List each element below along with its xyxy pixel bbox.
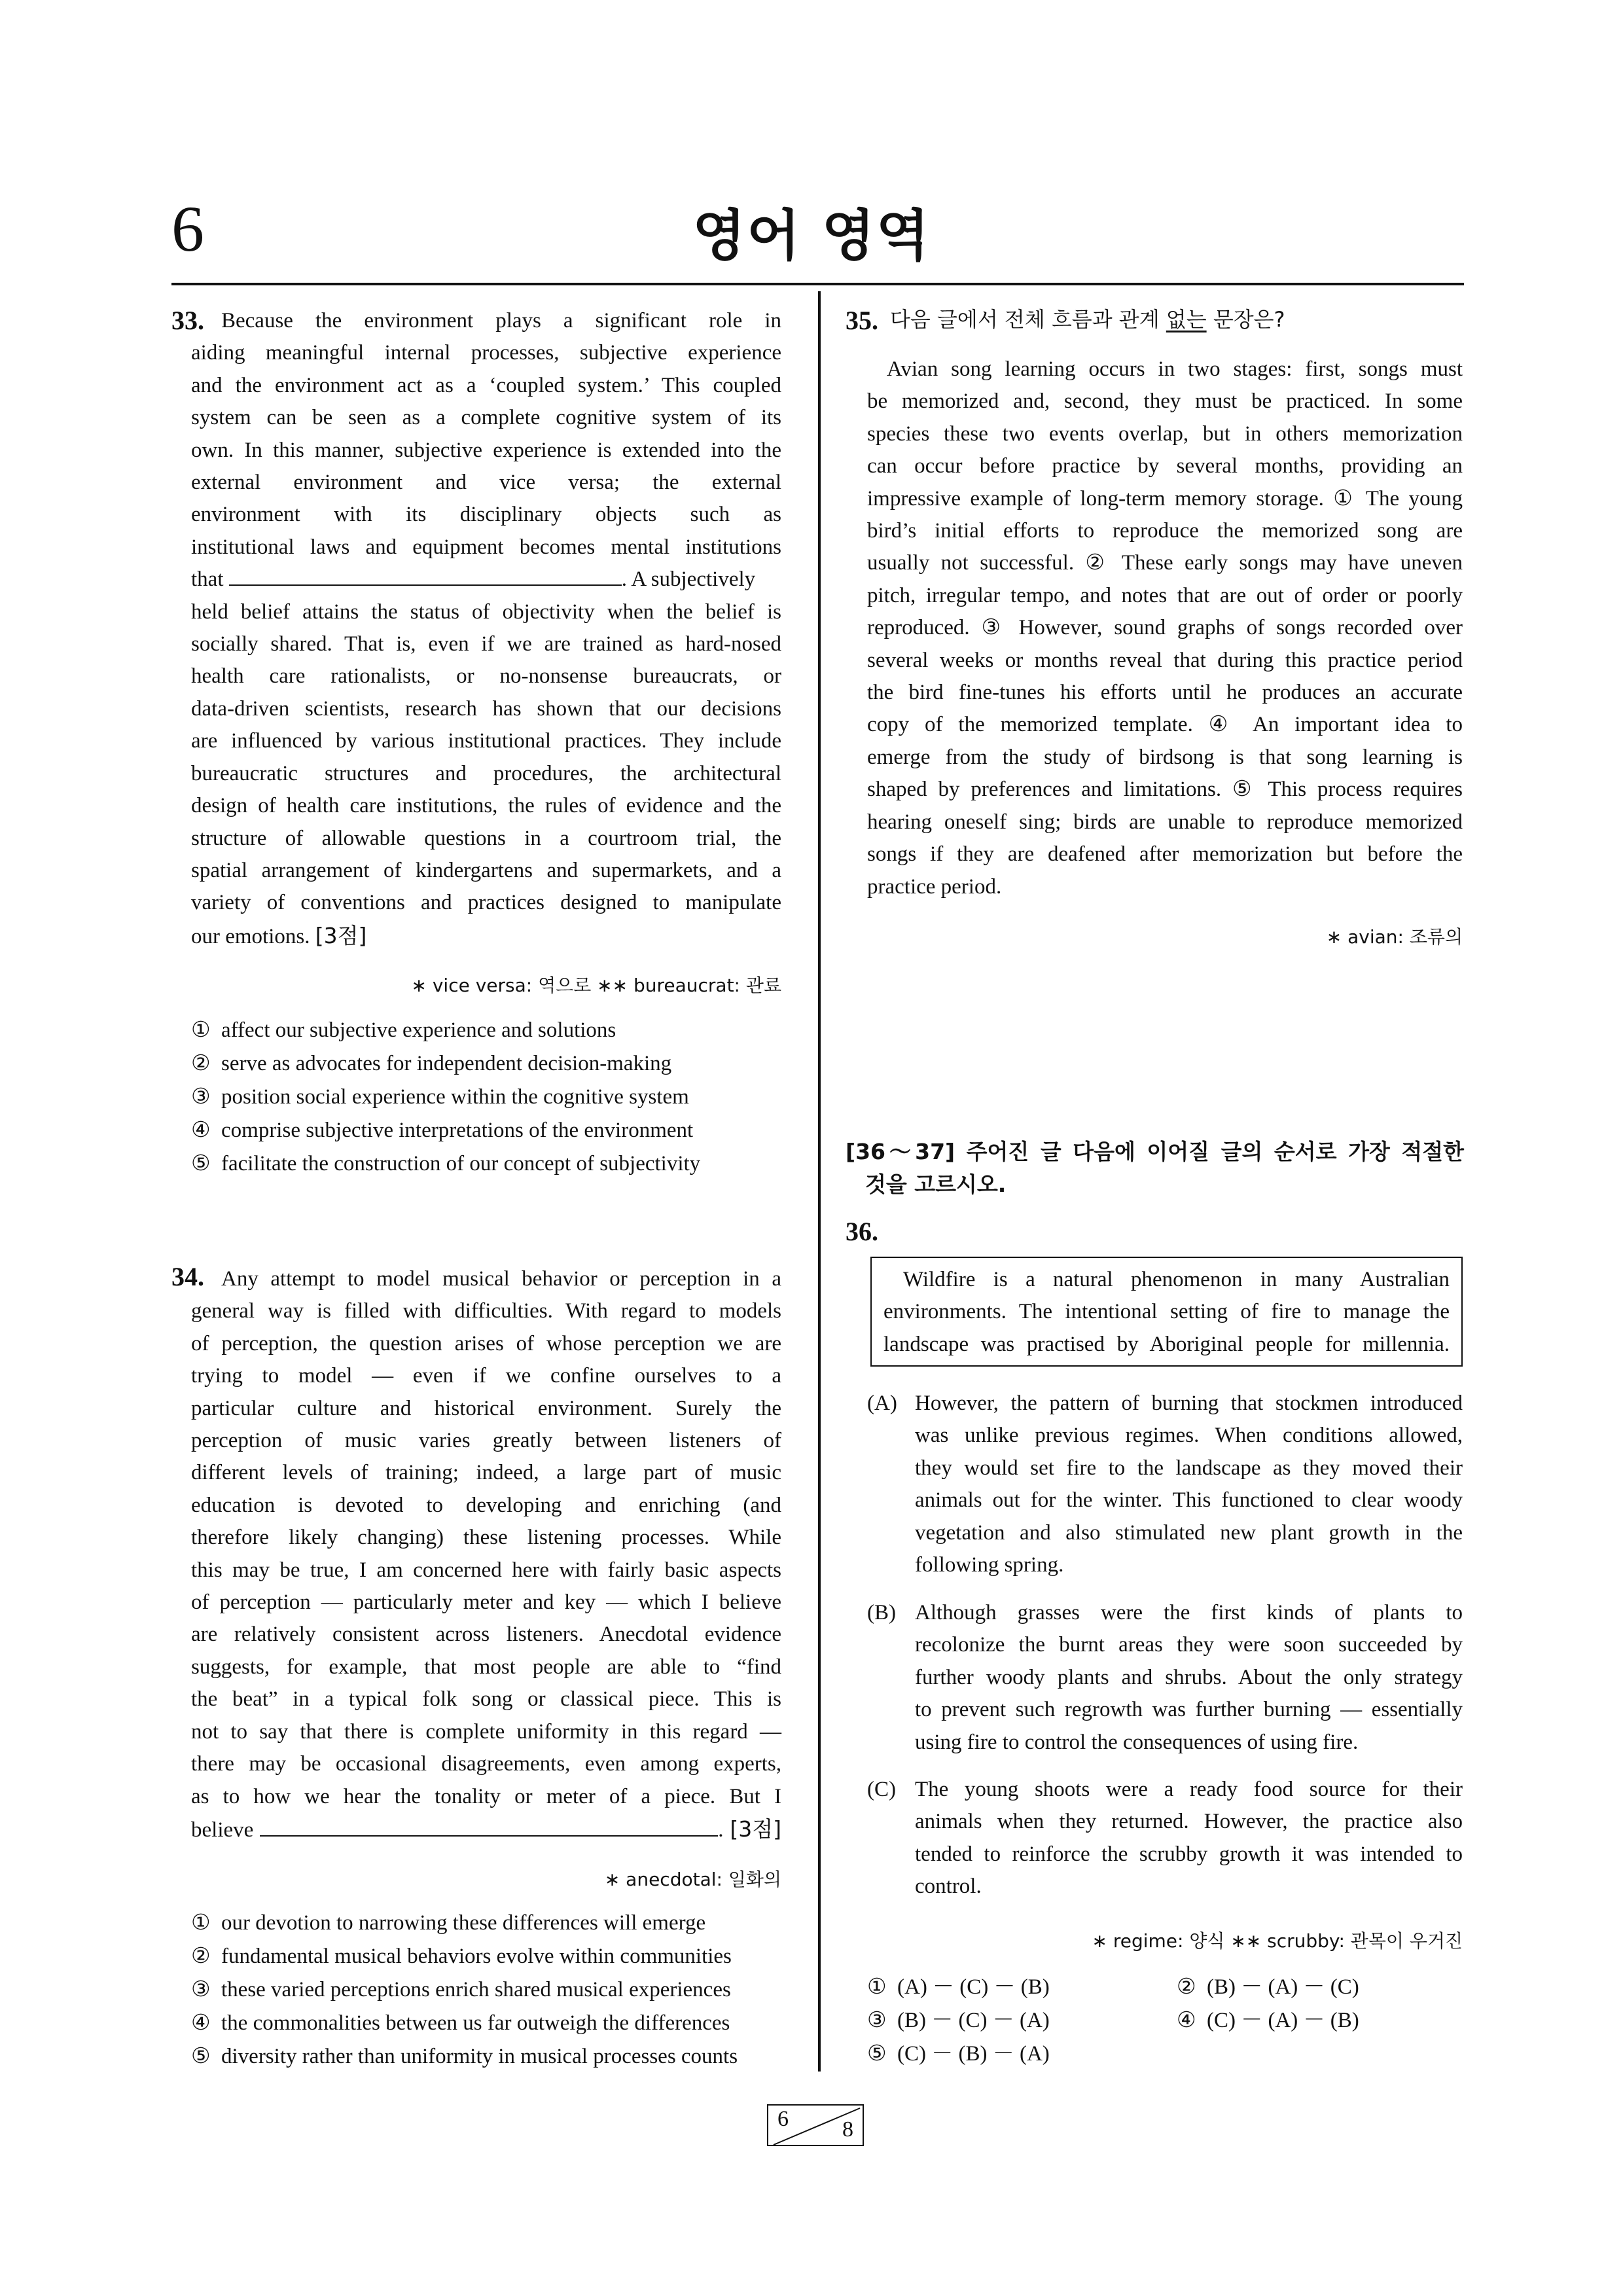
choice-mark: ⑤ — [191, 2045, 211, 2068]
set-heading-line: 것을 고르시오. — [865, 1172, 1007, 1197]
choice-mark: ① — [191, 1018, 211, 1042]
passage-line: held belief attains the status of objectivity when the belief is — [191, 600, 781, 624]
passage-line: education is devoted to developing and enriching (and — [191, 1493, 781, 1517]
passage-line: own. In this manner, subjective experience is extended into the — [191, 438, 781, 462]
paragraph-c-label: (C) — [867, 1778, 896, 1801]
choice-5[interactable] — [191, 1153, 700, 1175]
paragraph-a — [915, 1388, 1463, 1581]
question-35-prompt — [890, 309, 1285, 330]
choice-4[interactable] — [1177, 2010, 1359, 2032]
page-title: 영어 영역 — [692, 204, 931, 268]
passage-line: usually not successful. ② These early songs may have uneven — [867, 551, 1463, 575]
choice-mark: ④ — [1177, 2009, 1196, 2032]
prompt-underlined-word: 없는 — [1166, 307, 1207, 332]
prompt-text-end: 문장은? — [1206, 307, 1285, 332]
passage-line: emerge from the study of birdsong is that song learning is — [867, 745, 1463, 769]
passage-line: of perception — particularly meter and key — which I believe — [191, 1590, 781, 1615]
choice-text: (B) － (C) － (A) — [897, 2009, 1050, 2032]
passage-line: general way is filled with difficulties. With regard to models — [191, 1299, 781, 1323]
passage-last-line — [191, 920, 781, 953]
passage-line: socially shared. That is, even if we are trained as hard-nosed — [191, 632, 781, 656]
question-35-passage — [867, 353, 1463, 903]
passage-line: the bird fine-tunes his efforts until he produces an accurate — [867, 681, 1463, 705]
passage-line: bird’s initial efforts to reproduce the memorized song are — [867, 519, 1463, 543]
header-rule — [171, 283, 1464, 285]
passage-line: trying to model — even if we confine ourselves to a — [191, 1364, 781, 1388]
paragraph-line: further woody plants and shrubs. About the only strategy — [915, 1665, 1463, 1689]
choice-5[interactable] — [191, 2046, 738, 2068]
passage-line: design of health care institutions, the rules of evidence and the — [191, 794, 781, 818]
choice-2[interactable] — [191, 1946, 732, 1967]
choice-text: (C) － (A) － (B) — [1207, 2009, 1359, 2032]
choice-2[interactable] — [1177, 1977, 1359, 1998]
choice-text: (B) － (A) － (C) — [1207, 1975, 1359, 1999]
paragraph-line: recolonize the burnt areas they were soon succeeded by — [915, 1633, 1463, 1657]
paragraph-line: to prevent such regrowth was further burning — essentially — [915, 1698, 1463, 1722]
answer-blank — [229, 566, 622, 586]
question-35-footnote: ∗ avian: 조류의 — [1326, 926, 1463, 948]
passage-line: of perception, the question arises of whose perception we are — [191, 1331, 781, 1355]
choice-text: comprise subjective interpretations of the environment — [221, 1119, 694, 1142]
choice-mark: ③ — [191, 1085, 211, 1109]
passage-line: the beat” in a typical folk song or classical piece. This is — [191, 1687, 781, 1712]
passage-line: perception of music varies greatly between listeners of — [191, 1429, 781, 1453]
choice-mark: ⑤ — [191, 1152, 211, 1175]
blank-lead-word: that — [191, 567, 224, 592]
passage-line: there may be occasional disagreements, even among experts, — [191, 1752, 781, 1776]
passage-line: are influenced by various institutional practices. They include — [191, 729, 781, 753]
blank-after-text: . — [718, 1818, 724, 1842]
paragraph-line: animals when they returned. However, the practice also — [915, 1810, 1463, 1834]
choice-mark: ③ — [191, 1978, 211, 2001]
passage-line: several weeks or months reveal that during this practice period — [867, 648, 1463, 672]
choice-4[interactable] — [191, 1120, 693, 1141]
points-label: [3점] — [730, 1816, 781, 1842]
passage-last-text: our emotions. — [191, 924, 310, 948]
choice-3[interactable] — [867, 2010, 1050, 2032]
question-34-footnote: ∗ anecdotal: 일화의 — [604, 1869, 781, 1890]
prompt-text: 다음 글에서 전체 흐름과 관계 — [890, 307, 1166, 332]
paragraph-line: vegetation and also stimulated new plant growth in the — [915, 1520, 1463, 1545]
passage-line: songs if they are deafened after memorization but before the — [867, 842, 1463, 867]
page-indicator — [767, 2104, 864, 2146]
given-passage-line: Wildfire is a natural phenomenon in many Australian — [903, 1268, 1450, 1291]
passage-line: as to how we hear the tonality or meter of a piece. But I — [191, 1784, 781, 1808]
paragraph-line: Although grasses were the first kinds of plants to — [915, 1601, 1463, 1624]
blank-line — [191, 564, 781, 596]
choice-mark: ⑤ — [867, 2042, 887, 2066]
passage-line: health care rationalists, or no-nonsense bureaucrats, or — [191, 664, 781, 689]
passage-line: data-driven scientists, research has shown that our decisions — [191, 696, 781, 721]
passage-line: therefore likely changing) these listening processes. While — [191, 1526, 781, 1550]
choice-text: our devotion to narrowing these differences will emerge — [221, 1911, 706, 1935]
passage-line: Any attempt to model musical behavior or perception in a — [221, 1267, 781, 1291]
given-passage-text — [883, 1264, 1450, 1361]
choice-3[interactable] — [191, 1979, 731, 2001]
points-label: [3점] — [315, 922, 367, 948]
choice-mark: ② — [1177, 1975, 1196, 1999]
passage-line: and the environment act as a ‘coupled system.’ This coupled — [191, 373, 781, 397]
choice-3[interactable] — [191, 1086, 689, 1108]
passage-line: be memorized and, second, they must be practiced. In some — [867, 389, 1463, 414]
passage-line: bureaucratic structures and procedures, the architectural — [191, 761, 781, 785]
passage-line: structure of allowable questions in a courtroom trial, the — [191, 826, 781, 850]
question-35-number: 35. — [846, 306, 878, 335]
choice-mark: ④ — [191, 1119, 211, 1142]
choice-text: fundamental musical behaviors evolve within communities — [221, 1945, 732, 1968]
paragraph-line: animals out for the winter. This functioned to clear woody — [915, 1488, 1463, 1513]
passage-line: Because the environment plays a significant role in — [221, 309, 781, 332]
set-heading-line: [36～37] 주어진 글 다음에 이어질 글의 순서로 가장 적절한 — [846, 1139, 1464, 1164]
passage-line: external environment and vice versa; the external — [191, 471, 781, 495]
choice-text: (C) － (B) － (A) — [897, 2042, 1050, 2066]
page-number-top: 6 — [171, 192, 204, 265]
choice-mark: ② — [191, 1052, 211, 1075]
passage-line: species these two events overlap, but in others memorization — [867, 422, 1463, 446]
question-33-number: 33. — [171, 306, 204, 335]
given-passage-line: landscape was practised by Aboriginal people for millennia. — [883, 1332, 1450, 1356]
paragraph-line: was unlike previous regimes. When conditions allowed, — [915, 1424, 1463, 1448]
passage-line: institutional laws and equipment becomes mental institutions — [191, 535, 781, 559]
choice-text: the commonalities between us far outweigh the differences — [221, 2011, 730, 2035]
answer-blank — [260, 1817, 718, 1837]
passage-line: copy of the memorized template. ④ An important idea to — [867, 713, 1463, 737]
choice-4[interactable] — [191, 2013, 730, 2034]
set-36-37-heading — [846, 1136, 1464, 1201]
choice-mark: ① — [867, 1975, 887, 1999]
choice-text: position social experience within the cognitive system — [221, 1085, 689, 1109]
passage-line: hearing oneself sing; birds are unable to reproduce memorized — [867, 810, 1463, 834]
passage-line: different levels of training; indeed, a large part of music — [191, 1461, 781, 1485]
column-divider — [818, 291, 821, 2072]
passage-line: can occur before practice by several months, providing an — [867, 454, 1463, 478]
choice-text: serve as advocates for independent decision-making — [221, 1052, 672, 1075]
passage-line: reproduced. ③ However, sound graphs of songs recorded over — [867, 616, 1463, 640]
total-pages-number: 8 — [842, 2117, 853, 2142]
choice-5[interactable] — [867, 2043, 1050, 2065]
passage-line: aiding meaningful internal processes, subjective experience — [191, 341, 781, 365]
blank-lead-word: believe — [191, 1818, 254, 1842]
passage-line: particular culture and historical environment. Surely the — [191, 1396, 781, 1420]
passage-line: suggests, for example, that most people are able to “find — [191, 1655, 781, 1679]
passage-line: system can be seen as a complete cognitive system of its — [191, 406, 781, 430]
paragraph-line: using fire to control the consequences of using fire. — [915, 1730, 1359, 1754]
paragraph-line: The young shoots were a ready food source for their — [915, 1778, 1463, 1801]
paragraph-line: control. — [915, 1874, 982, 1899]
choice-1[interactable] — [867, 1977, 1050, 1998]
passage-line: are relatively consistent across listeners. Anecdotal evidence — [191, 1623, 781, 1647]
current-page-number: 6 — [777, 2107, 789, 2131]
passage-line: practice period. — [867, 874, 1002, 899]
question-34-number: 34. — [171, 1262, 204, 1291]
choice-1[interactable] — [191, 1020, 616, 1041]
choice-mark: ③ — [867, 2009, 887, 2032]
passage-line: environment with its disciplinary objects such as — [191, 503, 781, 527]
paragraph-a-label: (A) — [867, 1391, 897, 1415]
passage-line: impressive example of long-term memory storage. ① The young — [867, 486, 1463, 511]
choice-mark: ② — [191, 1945, 211, 1968]
paragraph-c — [915, 1774, 1463, 1903]
paragraph-b — [915, 1597, 1463, 1759]
passage-line: this may be true, I am concerned here with fairly basic aspects — [191, 1558, 781, 1582]
blank-line — [191, 1813, 781, 1846]
passage-line: pitch, irregular tempo, and notes that are out of order or poorly — [867, 583, 1463, 607]
given-passage-line: environments. The intentional setting of fire to manage the — [883, 1300, 1450, 1324]
choice-text: facilitate the construction of our concept of subjectivity — [221, 1152, 701, 1175]
choice-mark: ① — [191, 1911, 211, 1935]
paragraph-line: However, the pattern of burning that stockmen introduced — [915, 1391, 1463, 1415]
passage-line: variety of conventions and practices designed to manipulate — [191, 891, 781, 915]
choice-text: (A) － (C) － (B) — [897, 1975, 1050, 1999]
choice-2[interactable] — [191, 1053, 671, 1075]
choice-1[interactable] — [191, 1912, 705, 1934]
paragraph-line: following spring. — [915, 1553, 1064, 1577]
passage-line: not to say that there is complete uniformity in this regard — — [191, 1719, 781, 1744]
choice-text: these varied perceptions enrich shared musical experiences — [221, 1978, 731, 2001]
blank-after-text: . A subjectively — [621, 567, 756, 592]
paragraph-b-label: (B) — [867, 1601, 896, 1624]
paragraph-line: tended to reinforce the scrubby growth it was intended to — [915, 1842, 1463, 1866]
passage-line: Avian song learning occurs in two stages: first, songs must — [887, 357, 1463, 381]
question-33-footnote: ∗ vice versa: 역으로 ∗∗ bureaucrat: 관료 — [411, 975, 781, 996]
question-33-passage — [191, 305, 781, 953]
paragraph-line: they would set fire to the landscape as they moved their — [915, 1456, 1463, 1480]
choice-mark: ④ — [191, 2011, 211, 2035]
question-36-number: 36. — [846, 1217, 878, 1246]
choice-text: affect our subjective experience and solutions — [221, 1018, 616, 1042]
question-36-footnote: ∗ regime: 양식 ∗∗ scrubby: 관목이 우거진 — [1092, 1930, 1463, 1952]
choice-text: diversity rather than uniformity in musical processes counts — [221, 2045, 738, 2068]
passage-line: spatial arrangement of kindergartens and supermarkets, and a — [191, 858, 781, 882]
passage-line: shaped by preferences and limitations. ⑤ This process requires — [867, 778, 1463, 802]
question-34-passage — [191, 1263, 781, 1846]
